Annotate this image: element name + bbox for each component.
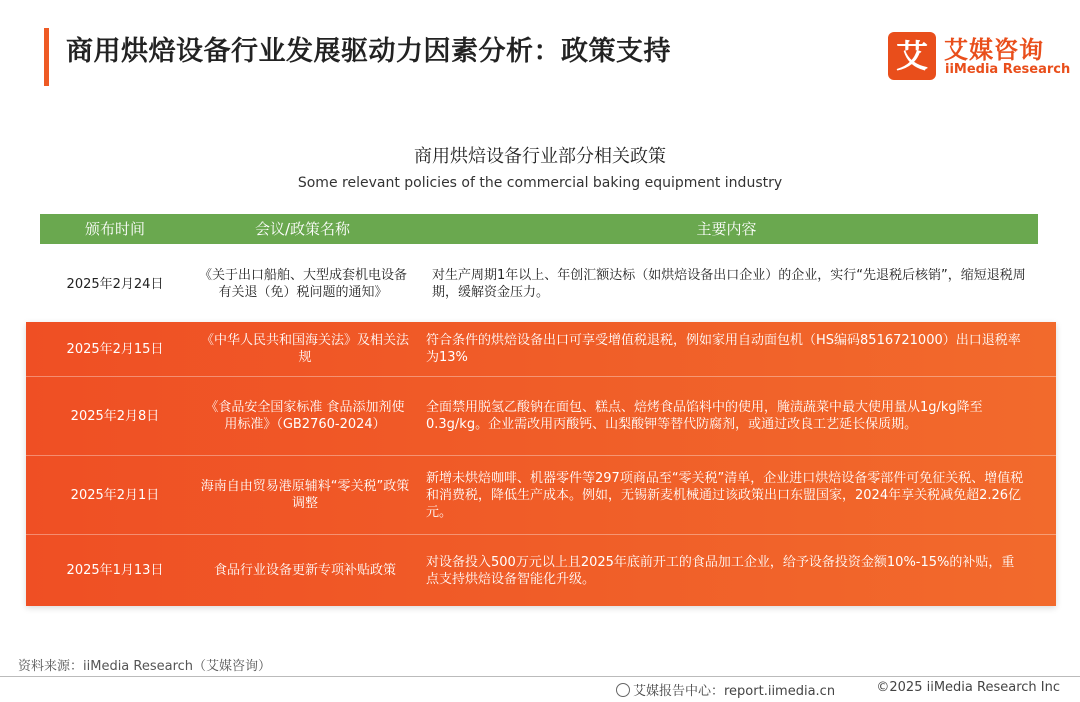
data-source: 资料来源：iiMedia Research（艾媒咨询） [18,659,272,674]
row-policy-name: 海南自由贸易港原辅料“零关税”政策调整 [200,479,410,511]
copyright: ©2025 iiMedia Research Inc [876,680,1060,695]
footer-divider [0,676,1080,677]
globe-icon [616,683,630,697]
table-row [26,377,1056,456]
row-date: 2025年2月8日 [70,408,160,424]
logo-cn-text: 艾媒咨询 [944,36,1044,64]
table-row [26,456,1056,535]
row-content: 符合条件的烘焙设备出口可享受增值税退税，例如家用自动面包机（HS编码8516721000）出口退税率为13% [426,333,1021,365]
highlighted-rows-block [26,322,1056,606]
iimedia-logo [888,30,1071,82]
column-header-content: 主要内容 [696,220,757,238]
row-date: 2025年2月1日 [70,487,160,503]
row-date: 2025年1月13日 [66,563,164,578]
column-header-date: 颁布时间 [84,220,145,238]
row-content: 对设备投入500万元以上且2025年底前开工的食品加工企业，给予设备投资金额10%-15%的补贴，重点支持烘焙设备智能化升级。 [426,554,1015,587]
row-policy-name: 《食品安全国家标准 食品添加剂使用标准》（GB2760-2024） [205,400,405,432]
row-date: 2025年2月24日 [66,276,164,292]
table-row [26,322,1056,377]
table-row [40,246,1038,322]
row-policy-name: 《关于出口船舶、大型成套机电设备有关退（免）税问题的通知》 [198,268,407,300]
row-policy-name: 《中华人民共和国海关法》及相关法规 [200,333,409,365]
title-accent-bar [44,28,49,86]
row-content: 新增未烘焙咖啡、机器零件等297项商品至“零关税”清单，企业进口烘焙设备零部件可免征关税、增值税和消费税，降低生产成本。例如，无锡新麦机械通过该政策出口东盟国家，2024年享关税减免超2.26亿元。 [426,470,1024,520]
table-title-en: Some relevant policies of the commercial baking equipment industry [297,175,783,191]
row-content: 对生产周期1年以上、年创汇额达标（如烘焙设备出口企业）的企业，实行“先退税后核销”，缩短退税周期，缓解资金压力。 [432,268,1026,300]
row-content: 全面禁用脱氢乙酸钠在面包、糕点、焙烤食品馅料中的使用，腌渍蔬菜中最大使用量从1g/kg降至 0.3g/kg。企业需改用丙酸钙、山梨酸钾等替代防腐剂，或通过改良工艺延长保质期。 [426,400,983,432]
table-row [26,535,1056,606]
logo-en-text: iiMedia Research [945,62,1071,77]
table-header [40,214,1038,244]
page-title: 商用烘焙设备行业发展驱动力因素分析：政策支持 [66,36,671,67]
logo-mark: 艾 [888,32,936,80]
report-center-text: 艾媒报告中心：report.iimedia.cn [633,684,836,699]
report-center-link[interactable] [616,680,835,699]
row-policy-name: 食品行业设备更新专项补贴政策 [213,563,396,578]
row-date: 2025年2月15日 [66,341,164,357]
column-header-policy: 会议/政策名称 [254,220,351,238]
table-title-cn: 商用烘焙设备行业部分相关政策 [414,146,666,167]
